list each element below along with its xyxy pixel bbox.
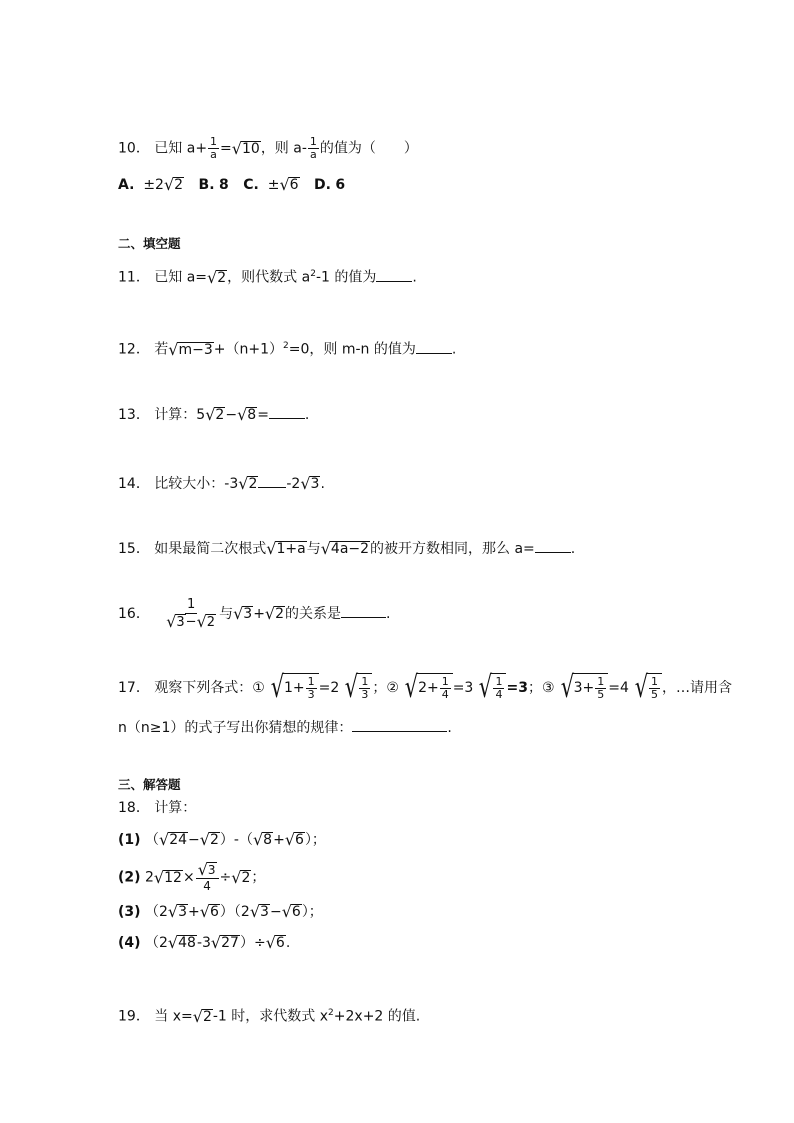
numerator: 1 — [307, 675, 315, 688]
denominator: 5 — [597, 688, 605, 701]
radicand: 3 — [207, 863, 216, 877]
option-label: D. — [314, 177, 331, 193]
math-text: − — [269, 904, 282, 920]
question-number: 12． — [118, 341, 150, 358]
math-text: =2 — [318, 680, 340, 696]
math-text: （2 — [145, 904, 168, 920]
sqrt — [266, 935, 286, 951]
sqrt — [253, 832, 273, 848]
math-text: a- — [293, 140, 307, 157]
sqrt — [198, 862, 217, 878]
math-text: − — [225, 407, 238, 423]
sqrt — [231, 138, 261, 158]
part-label: (4) — [118, 935, 141, 951]
question-text: 当 x= — [154, 1008, 193, 1025]
math-text: = — [257, 407, 269, 423]
radicand — [647, 673, 662, 703]
radicand — [491, 673, 506, 703]
radical-sign: √ — [159, 830, 170, 849]
option-a — [118, 175, 184, 195]
question-11 — [118, 264, 417, 288]
sqrt — [265, 606, 285, 622]
numerator: 1 — [186, 597, 196, 613]
math-text: ÷ — [219, 869, 232, 886]
math-text: 3+ — [573, 680, 595, 696]
radicand: 3 — [260, 904, 269, 920]
radical-sign: √ — [233, 604, 244, 623]
fraction — [359, 676, 370, 701]
sqrt — [168, 339, 213, 359]
question-text: 的值为（ ） — [319, 140, 418, 157]
denominator: 4 — [203, 879, 211, 893]
radical-sign: √ — [634, 670, 649, 705]
question-text: -1 的值为 — [315, 269, 377, 286]
answer-blank[interactable] — [352, 717, 447, 732]
radicand: 1+a — [276, 541, 306, 557]
radical-sign: √ — [238, 474, 249, 493]
question-number: 10． — [118, 140, 150, 157]
question-18-part-1 — [118, 830, 326, 850]
sqrt — [555, 670, 609, 705]
punctuation: . — [304, 407, 310, 423]
question-18 — [118, 798, 196, 818]
radical-sign: √ — [279, 175, 290, 194]
radicand: 2 — [209, 832, 219, 848]
math-text: （ — [145, 832, 159, 848]
option-c — [243, 175, 299, 195]
radical-sign: √ — [265, 933, 276, 952]
radical-sign: √ — [153, 867, 165, 887]
sqrt — [168, 904, 188, 920]
question-text: 若 — [154, 341, 169, 358]
radicand: 2 — [241, 869, 251, 886]
radicand: 48 — [178, 935, 196, 951]
sqrt — [250, 904, 270, 920]
sqrt — [300, 476, 320, 492]
radicand: 3 — [243, 606, 253, 622]
radicand: 3 — [178, 904, 188, 920]
radicand: 6 — [295, 832, 304, 848]
sqrt — [200, 832, 220, 848]
math-text: − — [188, 832, 200, 848]
math-text: 2+ — [418, 680, 439, 696]
question-number: 15． — [118, 541, 150, 557]
radicand: 3 — [310, 476, 320, 492]
answer-blank[interactable] — [416, 339, 452, 354]
sqrt — [473, 670, 506, 705]
sqrt — [237, 407, 257, 423]
denominator: 3 — [307, 688, 315, 701]
math-text: ； — [251, 869, 266, 886]
punctuation: . — [412, 269, 417, 286]
fraction — [493, 676, 504, 701]
sqrt — [265, 670, 319, 705]
radical-sign: √ — [207, 267, 218, 287]
radical-sign: √ — [249, 902, 261, 921]
numerator: 1 — [309, 135, 317, 148]
radicand: 2 — [215, 407, 225, 423]
denominator: 4 — [441, 688, 449, 701]
radical-sign: √ — [281, 902, 292, 921]
fraction — [196, 862, 219, 893]
question-number: 13． — [118, 407, 150, 423]
fraction — [164, 597, 218, 631]
radical-sign: √ — [163, 175, 175, 194]
punctuation: . — [320, 476, 325, 492]
question-text: +2x+2 的值. — [333, 1008, 421, 1025]
question-18-part-3 — [118, 902, 323, 922]
radical-sign: √ — [167, 902, 179, 921]
denominator: a — [310, 148, 317, 161]
math-text: 2 — [145, 869, 154, 886]
radical-sign: √ — [560, 670, 574, 705]
radical-sign: √ — [252, 830, 264, 849]
punctuation: . — [386, 606, 391, 622]
math-text: ）-（ — [219, 832, 253, 848]
math-text: ）÷ — [239, 935, 266, 951]
radicand: 8 — [247, 407, 257, 423]
question-10 — [118, 136, 418, 161]
sqrt — [168, 935, 197, 951]
sqrt — [279, 177, 299, 193]
numerator: 1 — [441, 675, 449, 688]
radical-sign: √ — [270, 670, 284, 705]
sqrt — [211, 935, 240, 951]
radical-sign: √ — [210, 933, 222, 952]
part-label: (2) — [118, 869, 141, 886]
question-text: 与 — [219, 606, 234, 622]
sqrt — [266, 541, 306, 557]
fraction — [649, 676, 660, 701]
sqrt — [200, 904, 220, 920]
radical-sign: √ — [196, 612, 207, 632]
radicand: 4a−2 — [330, 541, 370, 557]
question-text: ；② — [372, 680, 399, 696]
question-number: 11． — [118, 269, 150, 286]
part-label: (1) — [118, 832, 141, 848]
question-text: 如果最简二次根式 — [154, 541, 267, 557]
option-text: ±2 — [143, 177, 164, 193]
question-number: 16． — [118, 606, 150, 622]
question-text: 与 — [306, 541, 321, 557]
radicand — [357, 673, 372, 703]
answer-blank[interactable] — [269, 404, 305, 419]
option-d — [314, 175, 345, 195]
denominator: 3 — [361, 688, 369, 701]
sqrt — [321, 541, 370, 557]
fraction — [308, 136, 319, 161]
radicand: 2 — [275, 606, 285, 622]
question-15 — [118, 538, 575, 559]
radicand: 6 — [291, 904, 301, 920]
part-label: (3) — [118, 904, 141, 920]
math-text: （2 — [145, 935, 168, 951]
sqrt — [192, 1006, 213, 1026]
question-number: 17． — [118, 680, 150, 696]
radicand — [417, 673, 453, 703]
math-text: + — [273, 832, 285, 848]
question-17-line-2 — [118, 717, 452, 738]
question-text: 计算：5 — [154, 407, 206, 423]
denominator — [164, 614, 218, 631]
math-text: -3 — [196, 935, 211, 951]
math-text: × — [182, 869, 195, 886]
sqrt — [238, 476, 258, 492]
question-text: 的关系是 — [285, 606, 342, 622]
numerator: 1 — [651, 675, 659, 688]
question-text: ，则 — [260, 140, 289, 157]
math-text: a+ — [186, 140, 208, 157]
answer-blank[interactable] — [258, 473, 286, 488]
numerator: 1 — [361, 675, 369, 688]
question-18-part-4 — [118, 933, 290, 953]
question-text: 的被开方数相同，那么 a= — [370, 541, 535, 557]
denominator: 4 — [495, 688, 503, 701]
radicand: m−3 — [178, 341, 213, 358]
option-text: 6 — [335, 177, 346, 193]
question-16 — [118, 596, 391, 632]
numerator: 1 — [495, 675, 503, 688]
section-heading: 二、填空题 — [118, 236, 181, 251]
question-14 — [118, 473, 325, 494]
sqrt — [285, 832, 305, 848]
question-18-part-2 — [118, 862, 265, 893]
radical-sign: √ — [264, 604, 276, 623]
answer-blank[interactable] — [341, 603, 386, 618]
radicand: 10 — [241, 140, 260, 157]
sqrt — [399, 670, 453, 705]
question-19 — [118, 1003, 420, 1027]
math-text: ）； — [304, 832, 326, 848]
radical-sign: √ — [344, 670, 359, 705]
math-text: − — [185, 614, 197, 630]
question-text: ；③ — [527, 680, 555, 696]
radical-sign: √ — [205, 405, 216, 424]
numerator — [196, 862, 219, 879]
radicand: 8 — [263, 832, 273, 848]
radicand: 2 — [206, 615, 216, 631]
option-b — [199, 175, 229, 195]
radicand: 2 — [248, 476, 258, 492]
sqrt — [629, 670, 662, 705]
radical-sign: √ — [199, 830, 210, 849]
fraction — [595, 676, 606, 701]
radicand: 24 — [169, 832, 188, 848]
radical-sign: √ — [266, 539, 277, 558]
punctuation: . — [451, 341, 457, 358]
punctuation: . — [447, 720, 452, 736]
sqrt — [339, 670, 372, 705]
sqrt — [153, 867, 183, 887]
question-number: 14． — [118, 476, 150, 492]
math-text: ）（2 — [219, 904, 250, 920]
radical-sign: √ — [166, 612, 177, 632]
radical-sign: √ — [231, 867, 242, 887]
math-text: . — [285, 935, 291, 951]
radicand: 12 — [164, 869, 182, 886]
sqrt — [159, 832, 188, 848]
answer-blank[interactable] — [376, 267, 412, 282]
question-text: 比较大小：-3 — [154, 476, 239, 492]
punctuation: . — [570, 541, 576, 557]
radicand: 2 — [202, 1008, 212, 1025]
radicand: 6 — [209, 904, 219, 920]
sqrt — [233, 606, 253, 622]
radical-sign: √ — [320, 539, 331, 558]
question-10-options — [118, 175, 355, 195]
question-number: 18． — [118, 800, 150, 816]
radical-sign: √ — [300, 474, 311, 493]
radicand — [283, 673, 319, 703]
math-text: =3 — [506, 680, 528, 696]
radical-sign: √ — [199, 902, 210, 921]
fraction — [208, 136, 219, 161]
radical-sign: √ — [479, 670, 493, 705]
radicand: 27 — [221, 935, 239, 951]
superscript: 2 — [310, 269, 316, 279]
radicand — [573, 673, 609, 703]
option-label: B. — [198, 177, 215, 193]
option-label: A. — [118, 177, 135, 193]
radical-sign: √ — [284, 830, 296, 849]
radical-sign: √ — [197, 860, 208, 879]
question-text: 已知 a= — [154, 269, 208, 286]
sqrt — [164, 177, 184, 193]
math-text: + — [188, 904, 200, 920]
option-text: ± — [267, 177, 280, 193]
question-text: 计算： — [154, 800, 197, 816]
radical-sign: √ — [168, 339, 179, 359]
question-text: n（n≥1）的式子写出你猜想的规律： — [118, 720, 353, 736]
sqrt — [207, 267, 227, 287]
sqrt — [231, 867, 251, 887]
fraction — [440, 676, 451, 701]
radical-sign: √ — [192, 1006, 203, 1026]
option-label: C. — [243, 177, 259, 193]
question-17 — [118, 670, 732, 706]
question-text: -1 时，求代数式 x — [212, 1008, 329, 1025]
superscript: 2 — [328, 1008, 334, 1018]
section-heading: 三、解答题 — [118, 777, 181, 792]
question-text: ，…请用含 — [662, 680, 733, 696]
question-text: =0，则 m-n 的值为 — [288, 341, 416, 358]
radicand: 6 — [275, 935, 285, 951]
math-text: ）； — [301, 904, 323, 920]
math-text: = — [220, 140, 232, 157]
numerator: 1 — [597, 675, 605, 688]
sqrt — [205, 407, 225, 423]
math-text: =3 — [452, 680, 474, 696]
question-text: ，则代数式 a — [227, 269, 311, 286]
radicand: 2 — [174, 177, 184, 193]
question-text: +（n+1） — [213, 341, 284, 358]
denominator: a — [210, 148, 217, 161]
math-text: -2 — [286, 476, 301, 492]
question-text: 已知 — [154, 140, 183, 157]
sqrt — [166, 614, 185, 630]
question-12 — [118, 336, 456, 360]
sqrt — [282, 904, 302, 920]
radical-sign: √ — [237, 405, 248, 424]
fraction — [306, 676, 317, 701]
question-number: 19． — [118, 1008, 150, 1025]
radicand: 3 — [176, 615, 185, 631]
radicand: 6 — [289, 177, 299, 193]
radicand: 2 — [217, 269, 227, 286]
superscript: 2 — [283, 341, 289, 351]
radical-sign: √ — [404, 670, 419, 705]
math-text: =4 — [608, 680, 629, 696]
denominator: 5 — [651, 688, 659, 701]
question-text: 观察下列各式：① — [154, 680, 265, 696]
answer-blank[interactable] — [535, 538, 571, 553]
question-13 — [118, 404, 309, 425]
radical-sign: √ — [167, 933, 179, 952]
radical-sign: √ — [231, 138, 242, 158]
option-text: 8 — [219, 177, 229, 193]
numerator: 1 — [210, 135, 218, 148]
math-text: 1+ — [283, 680, 305, 696]
sqrt — [197, 614, 216, 630]
math-text: + — [253, 606, 265, 622]
